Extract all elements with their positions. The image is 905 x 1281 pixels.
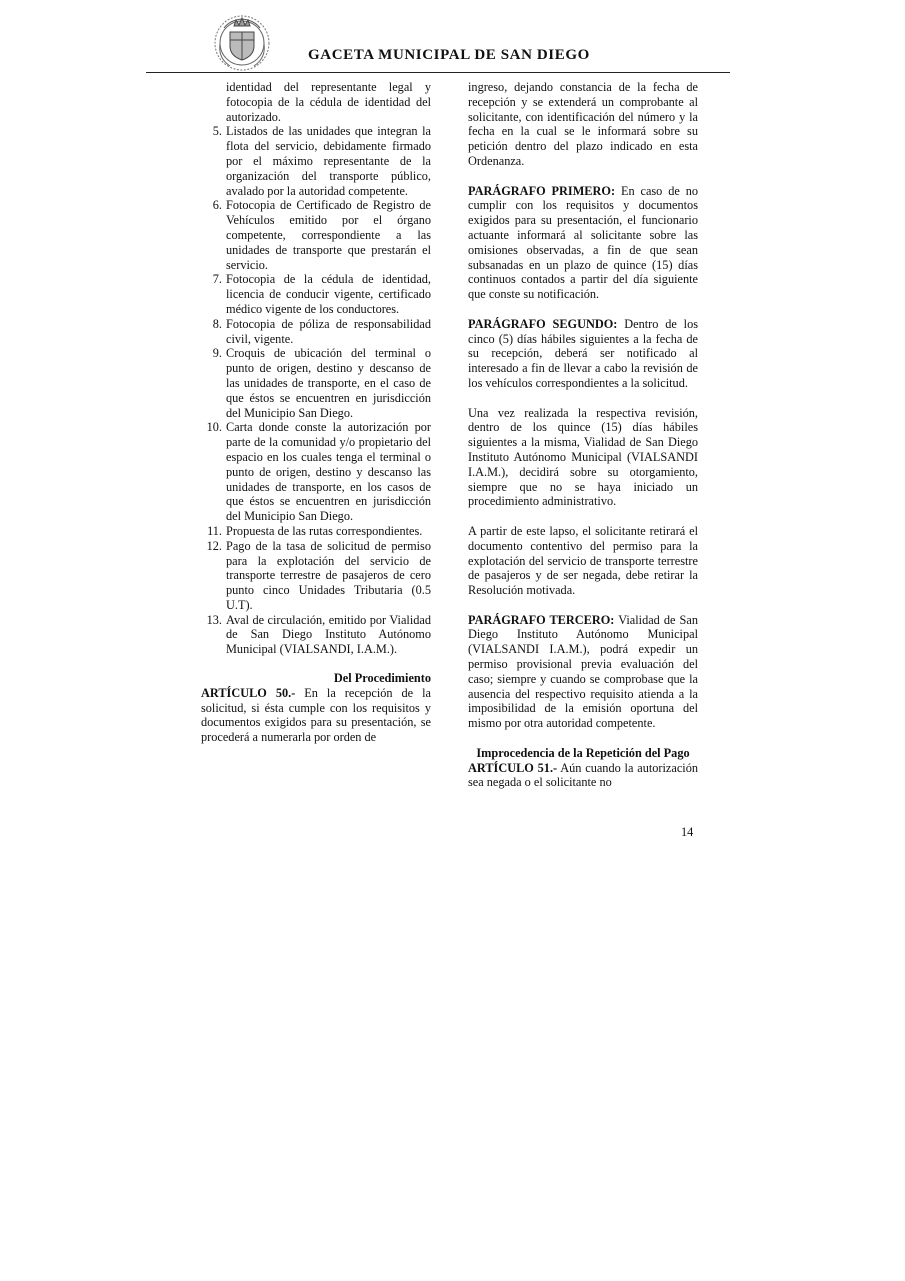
paragrafo-primero-text: En caso de no cumplir con los requisitos y documentos exigidos para su presentación, el funcionario actuante informará al solicitante sobre las omisiones observadas, a fin de que sean subsanadas en un plazo de quince (15) días continuos contados a partir del día siguiente que conste su notificación. (468, 183, 698, 302)
paragrafo-segundo-text: Dentro de los cinco (5) días hábiles siguientes a la fecha de su recepción, deberá ser notificado al interesado a fin de llevar a cabo la revisión de los vehículos correspondientes a la solicitud. (468, 316, 699, 390)
list-item (201, 524, 431, 539)
list-item-number: 6. (212, 198, 222, 213)
list-item-text: Propuesta de las rutas correspondientes. (226, 523, 423, 538)
list-item-number: 5. (212, 124, 222, 139)
article-50-continuation: ingreso, dejando constancia de la fecha de recepción y se extenderá un comprobante al solicitante, con identificación del número y la fecha en la cual se le informará sobre su petición dentro del plazo indicado en esta Ordenanza. (468, 80, 698, 168)
list-item-number: 12. (206, 538, 222, 553)
paragrafo-tercero-label: PARÁGRAFO TERCERO: (468, 612, 615, 627)
list-item-number: 10. (206, 420, 222, 435)
paragrafo-primero (468, 184, 698, 302)
list-item-number: 8. (212, 316, 222, 331)
article-50-label: ARTÍCULO 50.- (201, 685, 296, 700)
list-item (201, 539, 431, 613)
municipal-coat-of-arms-icon (210, 14, 274, 72)
list-item-number: 7. (212, 272, 222, 287)
page-number: 14 (681, 825, 694, 839)
list-item (201, 272, 431, 316)
left-column (201, 80, 431, 745)
list-item-text: Carta donde conste la autorización por parte de la comunidad y/o propietario del espacio en los cuales tenga el terminal o punto de origen, destino y descanso las unidades de transporte, en los casos de que éstos se encuentren en jurisdicción del Municipio San Diego. (226, 420, 431, 524)
list-item-text: Fotocopia de la cédula de identidad, licencia de conducir vigente, certificado médico vigente de los conductores. (226, 272, 431, 316)
right-column (468, 80, 698, 790)
article-50-text: En la recepción de la solicitud, si ésta cumple con los requisitos y documentos exigidos para su presentación, se procederá a numerarla por orden de (201, 685, 431, 745)
list-item-continuation: identidad del representante legal y fotocopia de la cédula de identidad del autorizado. (226, 80, 431, 124)
list-item (201, 198, 431, 272)
paragrafo-segundo (468, 317, 698, 391)
list-item (201, 317, 431, 347)
list-item-number: 13. (206, 612, 222, 627)
list-item (201, 346, 431, 420)
article-50 (201, 686, 431, 745)
gazette-title: GACETA MUNICIPAL DE SAN DIEGO (308, 47, 590, 63)
list-item-number: 11. (207, 523, 222, 538)
list-item-text: Listados de las unidades que integran la flota del servicio, debidamente firmado por el máximo representante de la organización del transporte público, avalado por la autoridad competente. (226, 124, 431, 198)
list-item-number: 9. (212, 346, 222, 361)
header-divider (146, 72, 730, 73)
list-item-text: Fotocopia de póliza de responsabilidad civil, vigente. (226, 316, 431, 346)
article-51-text: Aún cuando la autorización sea negada o el solicitante no (468, 760, 698, 790)
list-item-text: Aval de circulación, emitido por Vialidad de San Diego Instituto Autónomo Municipal (VIALSANDI, I.A.M.). (226, 612, 431, 657)
section-heading-procedimiento: Del Procedimiento (333, 671, 431, 686)
list-item-text: Fotocopia de Certificado de Registro de Vehículos emitido por el órgano competente, correspondiente a las unidades de transporte que prestarán el servicio. (226, 198, 431, 272)
article-51 (468, 761, 698, 791)
list-item (201, 613, 431, 657)
paragraph-revision: Una vez realizada la respectiva revisión, dentro de los quince (15) días hábiles siguientes a la misma, Vialidad de San Diego Instituto Autónomo Municipal (VIALSANDI I.A.M.), decidirá sobre su otorgamiento, siempre que no se haya iniciado un procedimiento administrativo. (468, 405, 698, 509)
list-item (201, 420, 431, 524)
paragrafo-primero-label: PARÁGRAFO PRIMERO: (468, 183, 616, 198)
section-heading-improcedencia: Improcedencia de la Repetición del Pago (476, 745, 690, 760)
paragraph-retiro: A partir de este lapso, el solicitante retirará el documento contentivo del permiso para la explotación del servicio de transporte terrestre de pasajeros y de ser negada, debe retirar la Resolución motivada. (468, 523, 698, 598)
list-item-text: Croquis de ubicación del terminal o punto de origen, destino y descanso de las unidades de transporte, en el caso de que éstos se encuentren en jurisdicción del Municipio San Diego. (226, 346, 431, 420)
requirements-list (201, 124, 431, 657)
list-item-text: Pago de la tasa de solicitud de permiso para la explotación del servicio de transporte terrestre de pasajeros de cero punto cinco Unidades Tributaria (0.5 U.T). (226, 538, 431, 612)
paragrafo-tercero-text: Vialidad de San Diego Instituto Autónomo Municipal (VIALSANDI I.A.M.), podrá expedir un permiso provisional previa evaluación del caso; siempre y cuando se comprobase que la ausencia del respectivo requisito atienda a la imposibilidad de la emisión oportuna del mismo por otra autoridad competente. (468, 612, 698, 731)
article-51-label: ARTÍCULO 51.- (468, 760, 558, 775)
list-item (201, 124, 431, 198)
paragrafo-tercero (468, 613, 698, 731)
paragrafo-segundo-label: PARÁGRAFO SEGUNDO: (468, 316, 618, 331)
